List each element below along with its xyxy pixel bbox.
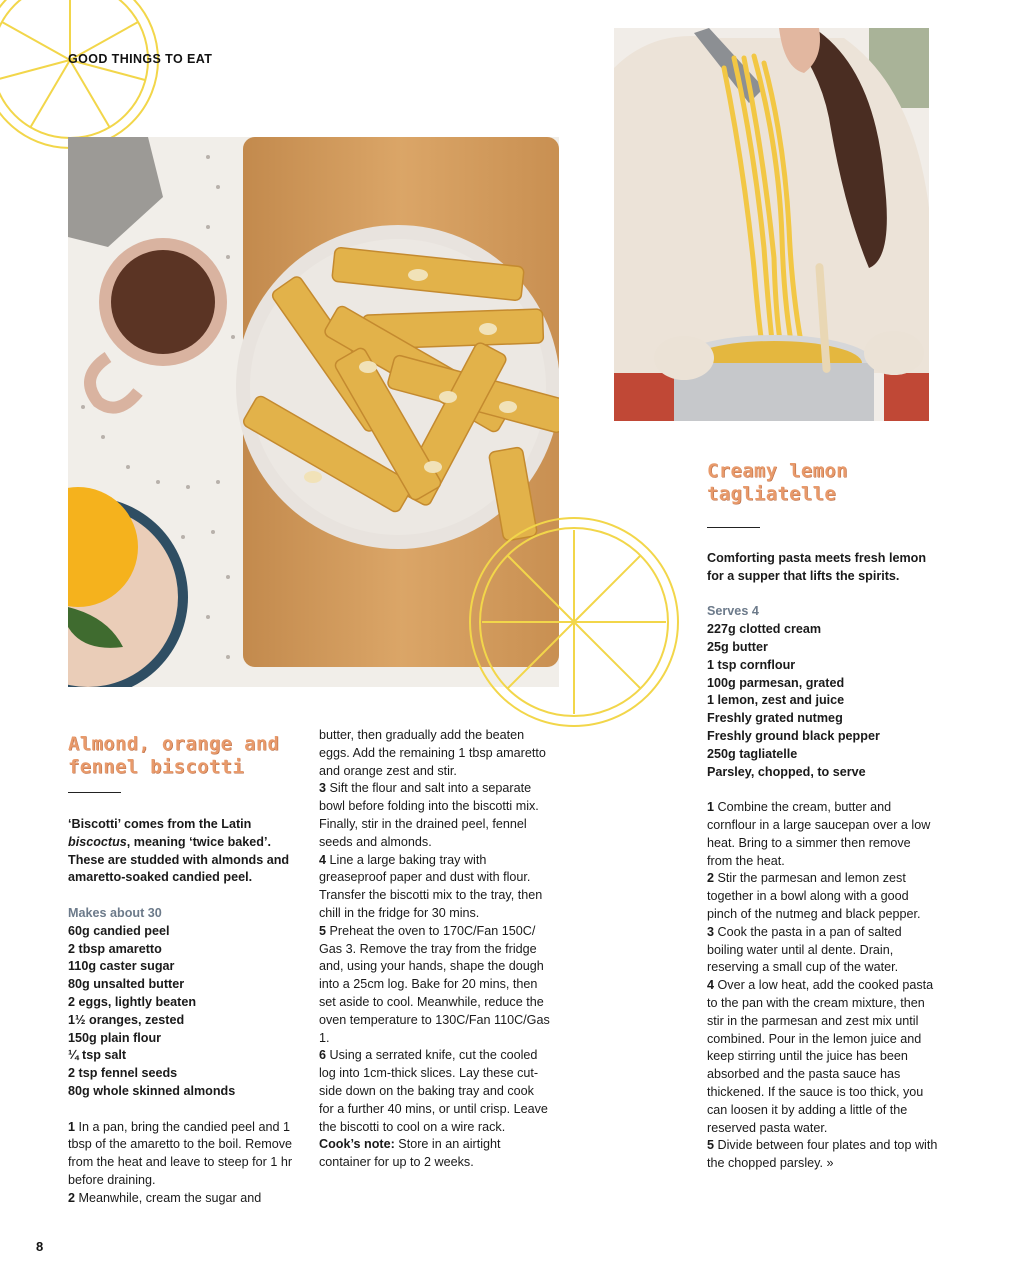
ingredient-item: 2 tsp fennel seeds [68, 1066, 178, 1081]
tagliatelle-serves: Serves 4 [707, 604, 759, 619]
method-step-continued: butter, then gradually add the beaten eggs. Add the remaining 1 tbsp amaretto and orange zest and stir. [319, 728, 546, 778]
method-step: 5 Divide between four plates and top with the chopped parsley. » [707, 1138, 938, 1171]
biscotti-column-1 [68, 816, 300, 1208]
ingredient-item: 227g clotted cream [707, 622, 822, 637]
ingredient-item: 100g parmesan, grated [707, 675, 845, 690]
biscotti-makes: Makes about 30 [68, 905, 162, 920]
biscotti-intro: ‘Biscotti’ comes from the Latin biscoctus, meaning ‘twice baked’. These are studded with almonds and amaretto-soaked candied peel. [68, 817, 290, 885]
tagliatelle-ingredients-list [707, 621, 939, 781]
ingredient-item: 80g whole skinned almonds [68, 1083, 236, 1098]
biscotti-recipe-title: Almond, orange and fennel biscotti [68, 733, 280, 778]
method-step: 2 Stir the parmesan and lemon zest together in a bowl along with a good pinch of the nutmeg and black pepper. [707, 871, 921, 921]
ingredient-item: 1½ oranges, zested [68, 1012, 185, 1027]
method-step: 4 Line a large baking tray with greaseproof paper and dust with flour. Transfer the biscotti mix to the tray, then chill in the fridge for 30 mins. [319, 852, 543, 920]
ingredient-item: 60g candied peel [68, 923, 170, 938]
ingredient-item: 250g tagliatelle [707, 746, 798, 761]
biscotti-method-part-2 [319, 727, 551, 1172]
method-step: 1 In a pan, bring the candied peel and 1 tbsp of the amaretto to the boil. Remove from the heat and leave to steep for 1 hr before draining. [68, 1119, 293, 1187]
ingredient-item: 1 tsp cornflour [707, 657, 796, 672]
tagliatelle-photo-illustration [614, 28, 929, 421]
method-step: 6 Using a serrated knife, cut the cooled log into 1cm-thick slices. Lay these cut-side down on the baking tray and cook for a further 40 mins, or until crisp. Leave the biscotti to cool on a wire rack. [319, 1048, 548, 1134]
ingredient-item: 2 eggs, lightly beaten [68, 994, 197, 1009]
ingredient-item: 110g caster sugar [68, 959, 175, 974]
tagliatelle-photo [614, 28, 929, 421]
ingredient-item: Freshly grated nutmeg [707, 711, 843, 726]
tagliatelle-title-rule [707, 527, 760, 528]
method-step: 3 Sift the flour and salt into a separate bowl before folding into the biscotti mix. Finally, stir in the drained peel, fennel seeds and almonds. [319, 781, 539, 849]
tagliatelle-method [707, 799, 939, 1173]
ingredient-item: 2 tbsp amaretto [68, 941, 162, 956]
biscotti-column-2 [319, 727, 551, 1172]
method-step: 1 Combine the cream, butter and cornflour in a large saucepan over a low heat. Bring to a simmer then remove from the heat. [707, 800, 931, 868]
tagliatelle-column [707, 550, 939, 1173]
biscotti-title-rule [68, 792, 121, 793]
biscotti-ingredients-list [68, 923, 300, 1101]
method-step: 5 Preheat the oven to 170C/Fan 150C/ Gas 3. Remove the tray from the fridge and, using your hands, shape the dough into a 25cm log. Bake for 20 mins, then set aside to cool. Meanwhile, reduce the oven temperature to 130C/Fan 110C/Gas 1. [319, 923, 550, 1045]
lemon-slice-decoration-middle [464, 512, 684, 732]
biscotti-method-part-1 [68, 1119, 300, 1208]
tagliatelle-recipe-title: Creamy lemon tagliatelle [707, 460, 848, 505]
ingredient-item: Freshly ground black pepper [707, 728, 880, 743]
ingredient-item: Parsley, chopped, to serve [707, 764, 866, 779]
method-step: 4 Over a low heat, add the cooked pasta to the pan with the cream mixture, then stir in the parmesan and zest mix until combined. Pour in the lemon juice and keep stirring until the juice has been absorbed and the pasta sauce has thickened. If the sauce is too thick, you can loosen it by adding a little of the reserved pasta water. [707, 978, 934, 1135]
method-step: 2 Meanwhile, cream the sugar and [68, 1190, 262, 1205]
section-label: GOOD THINGS TO EAT [68, 52, 213, 66]
ingredient-item: 1 lemon, zest and juice [707, 693, 845, 708]
cooks-note: Cook’s note: Store in an airtight container for up to 2 weeks. [319, 1137, 501, 1170]
page-number: 8 [36, 1239, 44, 1254]
method-step: 3 Cook the pasta in a pan of salted boiling water until al dente. Drain, reserving a small cup of the water. [707, 924, 902, 975]
ingredient-item: 80g unsalted butter [68, 977, 185, 992]
ingredient-item: 150g plain flour [68, 1030, 162, 1045]
ingredient-item: ¼ tsp salt [68, 1048, 127, 1063]
ingredient-item: 25g butter [707, 639, 768, 654]
tagliatelle-intro: Comforting pasta meets fresh lemon for a supper that lifts the spirits. [707, 551, 927, 583]
